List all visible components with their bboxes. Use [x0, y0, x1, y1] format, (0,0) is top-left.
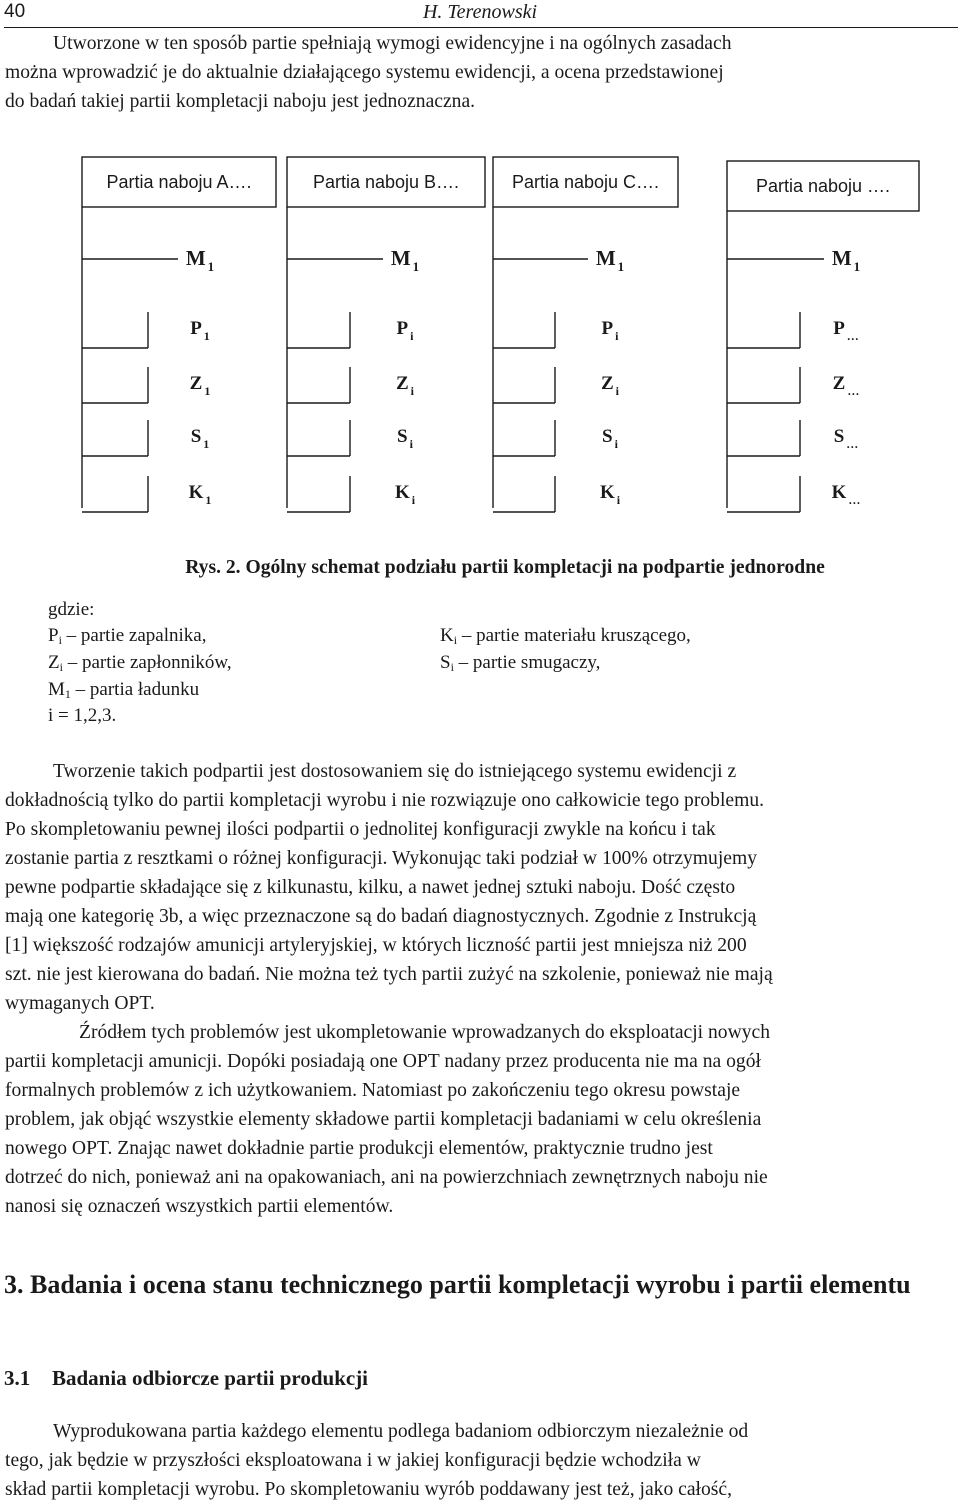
- node-item-subscript: 1: [203, 437, 210, 451]
- node-item-symbol: Z: [189, 373, 203, 394]
- partition-title: Partia naboju A….: [106, 172, 252, 192]
- legend-item-z: [48, 651, 232, 679]
- page-number: 40: [4, 1, 26, 22]
- node-item-symbol: S: [190, 426, 202, 447]
- node-item: [397, 426, 414, 451]
- legend-item-p: [48, 624, 206, 652]
- text-line: [5, 757, 956, 786]
- legend-text: – partia ładunku: [70, 679, 200, 700]
- partition-title: Partia naboju ….: [755, 176, 891, 196]
- node-item-subscript: i: [616, 493, 621, 507]
- node-item-subscript: i: [410, 329, 414, 343]
- legend-item-m: [48, 678, 199, 706]
- text-line: szt. nie jest kierowana do badań. Nie można też tych partii zużyć na szkolenie, ponieważ nie mają: [5, 964, 773, 985]
- body-paragraph-1: [5, 757, 956, 1018]
- node-item-subscript: …: [846, 437, 859, 451]
- subsection-heading: [4, 1366, 368, 1391]
- text-line: tego, jak będzie w przyszłości eksploatowana i w jakiej konfiguracji będzie wchodziła w: [5, 1450, 701, 1471]
- legend-subscript: i: [58, 633, 62, 647]
- node-item-subscript: i: [409, 437, 413, 451]
- legend-item-k: [440, 624, 691, 652]
- text-line-content: Źródłem tych problemów jest ukompletowanie wprowadzanych do eksploatacji nowych: [79, 1022, 771, 1043]
- node-item-symbol: Z: [395, 373, 409, 394]
- node-item-symbol: S: [602, 426, 613, 447]
- text-line: nanosi się oznaczeń wszystkich partii elementów.: [5, 1196, 394, 1217]
- node-item-subscript: 1: [203, 329, 210, 343]
- node-m-subscript: 1: [207, 259, 215, 274]
- text-line: dotrzeć do nich, ponieważ ani na opakowaniach, ani na powierzchniach zewnętrznych naboju nie: [5, 1167, 768, 1188]
- intro-paragraph: [5, 29, 956, 116]
- node-item-symbol: K: [394, 482, 410, 503]
- text-line: można wprowadzić je do aktualnie działającego systemu ewidencji, a ocena przedstawionej: [5, 62, 724, 83]
- legend-text: – partie zapłonników,: [62, 652, 232, 673]
- legend-symbol: K: [440, 625, 454, 646]
- node-item-symbol: P: [601, 318, 614, 339]
- node-m: [596, 246, 624, 274]
- text-line: partii kompletacji amunicji. Dopóki posiadają one OPT nadany przez producenta nie ma na ogół: [5, 1051, 761, 1072]
- legend-symbol: P: [48, 625, 59, 646]
- node-item-symbol: K: [599, 482, 615, 503]
- node-m-subscript: 1: [853, 259, 861, 274]
- node-item-subscript: 1: [204, 384, 211, 398]
- partition-title: Partia naboju B….: [312, 172, 460, 192]
- text-line: [1] większość rodzajów amunicji artyleryjskiej, w których liczność partii jest mniejsza niż 200: [5, 935, 747, 956]
- legend-symbol: M: [48, 679, 65, 700]
- node-m-symbol: M: [390, 246, 411, 270]
- node-item-subscript: …: [847, 384, 860, 398]
- node-item-subscript: i: [615, 329, 619, 343]
- node-item: [600, 482, 621, 507]
- node-item-subscript: i: [615, 384, 620, 398]
- node-item: [190, 318, 210, 343]
- node-item-symbol: S: [833, 426, 845, 447]
- legend-text: – partie smugaczy,: [453, 652, 601, 673]
- node-m-symbol: M: [831, 246, 852, 270]
- partition-diagram: [0, 150, 960, 535]
- running-author: H. Terenowski: [422, 1, 538, 23]
- legend-symbol: S: [440, 652, 451, 673]
- node-m: [186, 246, 214, 274]
- node-item: [189, 482, 212, 507]
- node-item: [832, 482, 861, 507]
- node-m: [832, 246, 860, 274]
- text-line: dokładnością tylko do partii kompletacji wyrobu i nie rozwiązuje ono całkowicie tego problemu.: [5, 790, 765, 811]
- node-item-subscript: i: [411, 493, 416, 507]
- text-line: nowego OPT. Znając nawet dokładnie partie produkcji elementów, praktycznie trudno jest: [5, 1138, 713, 1159]
- subsection-title: Badania odbiorcze partii produkcji: [52, 1366, 369, 1390]
- figure-caption: Rys. 2. Ogólny schemat podziału partii kompletacji na podpartie jednorodne: [185, 557, 825, 578]
- text-line: zostanie partia z resztkami o różnej konfiguracji. Wykonując taki podział w 100% otrzymujemy: [5, 848, 758, 869]
- node-item-symbol: Z: [600, 373, 614, 394]
- text-line-content: Utworzone w ten sposób partie spełniają wymogi ewidencyjne i na ogólnych zasadach: [53, 33, 732, 54]
- node-item-symbol: K: [188, 482, 204, 503]
- legend-item-s: [440, 651, 600, 679]
- legend-text: – partie materiału kruszącego,: [457, 625, 691, 646]
- node-item-symbol: K: [831, 482, 847, 503]
- node-m: [391, 246, 419, 274]
- node-item-subscript: …: [848, 493, 861, 507]
- body-paragraph-3: [5, 1417, 956, 1504]
- text-line: formalnych problemów z ich użytkowaniem. Natomiast po zakończeniu tego okresu powstaje: [5, 1080, 741, 1101]
- node-item: [190, 373, 211, 398]
- text-line: [5, 29, 956, 58]
- node-item: [601, 373, 620, 398]
- node-item: [602, 426, 619, 451]
- text-line: [5, 1018, 956, 1047]
- node-item: [397, 318, 415, 343]
- legend-subscript: 1: [64, 687, 71, 701]
- node-item-subscript: i: [614, 437, 618, 451]
- body-paragraph-2: [5, 1018, 956, 1221]
- text-line-content: Tworzenie takich podpartii jest dostosowaniem się do istniejącego systemu ewidencji z: [53, 761, 737, 782]
- node-item-subscript: i: [410, 384, 415, 398]
- legend-symbol: Z: [48, 652, 60, 673]
- node-item-symbol: Z: [832, 373, 846, 394]
- text-line: [5, 1417, 956, 1446]
- text-line: do badań takiej partii kompletacji naboju jest jednoznaczna.: [5, 91, 476, 112]
- legend-text: – partie zapalnika,: [61, 625, 207, 646]
- subsection-number: 3.1: [4, 1366, 31, 1390]
- node-item-subscript: …: [846, 329, 859, 343]
- node-item: [833, 373, 860, 398]
- node-item: [396, 373, 415, 398]
- legend-intro: gdzie:: [48, 599, 95, 620]
- text-line-content: Wyprodukowana partia każdego elementu podlega badaniom odbiorczym niezależnie od: [53, 1421, 749, 1442]
- node-item-symbol: P: [190, 318, 202, 339]
- node-m-subscript: 1: [412, 259, 420, 274]
- node-m-symbol: M: [185, 246, 206, 270]
- node-item-subscript: 1: [205, 493, 212, 507]
- text-line: wymaganych OPT.: [5, 993, 155, 1014]
- text-line: skład partii kompletacji wyrobu. Po skompletowaniu wyrób poddawany jest też, jako całość,: [5, 1479, 732, 1500]
- text-line: Po skompletowaniu pewnej ilości podpartii o jednolitej konfiguracji zwykle na końcu i tak: [5, 819, 716, 840]
- header-rule: [4, 27, 958, 28]
- text-line: problem, jak objąć wszystkie elementy składowe partii kompletacji badaniami w celu określenia: [5, 1109, 762, 1130]
- text-line: pewne podpartie składające się z kilkunastu, kilku, a nawet jednej sztuki naboju. Dość często: [5, 877, 736, 898]
- legend-subscript: i: [453, 633, 458, 647]
- section-heading: 3. Badania i ocena stanu technicznego partii kompletacji wyrobu i partii elementu: [4, 1270, 911, 1299]
- legend-index-note: i = 1,2,3.: [48, 705, 117, 726]
- node-item-symbol: P: [833, 318, 845, 339]
- node-item: [602, 318, 620, 343]
- partition-title: Partia naboju C….: [511, 172, 660, 192]
- node-item: [833, 318, 859, 343]
- node-item-symbol: S: [397, 426, 408, 447]
- legend-subscript: i: [59, 660, 63, 674]
- text-line: mają one kategorię 3b, a więc przeznaczone są do badań diagnostycznych. Zgodnie z Instrukcją: [5, 906, 757, 927]
- node-item: [834, 426, 859, 451]
- node-m-subscript: 1: [617, 259, 625, 274]
- node-item: [395, 482, 416, 507]
- running-header: [0, 0, 960, 26]
- legend-subscript: i: [450, 660, 454, 674]
- node-item-symbol: P: [396, 318, 409, 339]
- node-item: [191, 426, 210, 451]
- node-m-symbol: M: [595, 246, 616, 270]
